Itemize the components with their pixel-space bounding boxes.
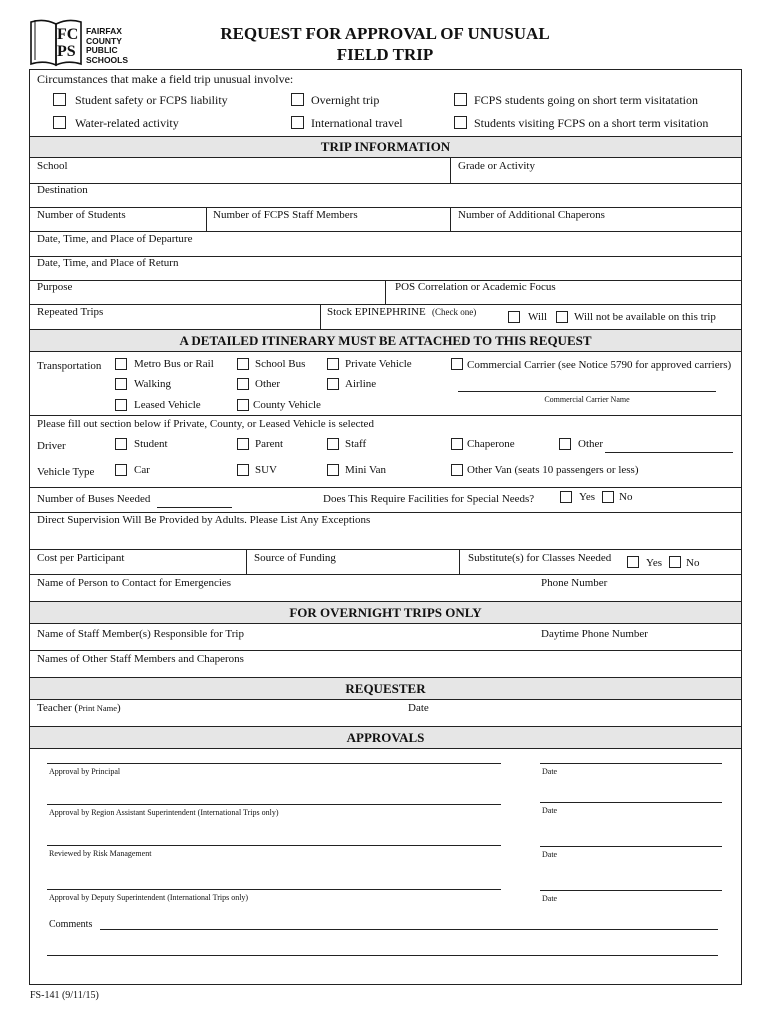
risk-date-label: Date <box>542 850 558 859</box>
commercial-carrier-name-line[interactable] <box>458 391 716 392</box>
checkbox-driver-other[interactable] <box>559 438 571 450</box>
checkbox-substitutes-no[interactable] <box>669 556 681 568</box>
risk-date-line[interactable] <box>540 846 722 847</box>
deputy-date-line[interactable] <box>540 890 722 891</box>
vehicle-car: Car <box>134 464 150 476</box>
num-buses-line[interactable] <box>157 507 232 508</box>
overnight-heading: FOR OVERNIGHT TRIPS ONLY <box>289 605 482 620</box>
deputy-approval-label: Approval by Deputy Superintendent (International Trips only) <box>49 893 249 902</box>
option-water-related: Water-related activity <box>75 116 179 130</box>
special-yes: Yes <box>579 491 596 503</box>
requester-date-field[interactable]: Date <box>408 702 429 714</box>
checkbox-county-vehicle[interactable] <box>237 399 249 411</box>
special-no: No <box>619 491 633 503</box>
mode-metro: Metro Bus or Rail <box>134 358 214 370</box>
supervision-field[interactable]: Direct Supervision Will Be Provided by Adults. Please List Any Exceptions <box>37 514 371 526</box>
teacher-label: Teacher ( <box>37 702 79 714</box>
region-date-line[interactable] <box>540 802 722 803</box>
principal-date-line[interactable] <box>540 763 722 764</box>
checkbox-vehicle-suv[interactable] <box>237 464 249 476</box>
checkbox-commercial-carrier[interactable] <box>451 358 463 370</box>
daytime-phone-field[interactable]: Daytime Phone Number <box>541 628 648 640</box>
checkbox-vehicle-minivan[interactable] <box>327 464 339 476</box>
special-needs-label: Does This Require Facilities for Special Needs? <box>323 493 535 505</box>
driver-chaperone: Chaperone <box>467 438 515 450</box>
vehicle-minivan: Mini Van <box>345 464 387 476</box>
checkbox-airline[interactable] <box>327 378 339 390</box>
trip-info-heading: TRIP INFORMATION <box>320 139 451 154</box>
checkbox-water-related[interactable] <box>53 116 66 129</box>
deputy-date-label: Date <box>542 894 558 903</box>
mode-school-bus: School Bus <box>255 358 306 370</box>
principal-approval-label: Approval by Principal <box>49 767 121 776</box>
logo-text-line: PUBLIC <box>86 45 118 55</box>
cost-field[interactable]: Cost per Participant <box>37 552 125 564</box>
transportation-label: Transportation <box>37 360 102 372</box>
checkbox-school-bus[interactable] <box>237 358 249 370</box>
epi-will-label: Will <box>528 311 548 323</box>
checkbox-walking[interactable] <box>115 378 127 390</box>
checkbox-overnight[interactable] <box>291 93 304 106</box>
grade-field[interactable]: Grade or Activity <box>458 160 535 172</box>
checkbox-metro[interactable] <box>115 358 127 370</box>
teacher-field[interactable] <box>37 702 121 714</box>
comments-label: Comments <box>49 919 93 930</box>
staff-responsible-field[interactable]: Name of Staff Member(s) Responsible for Trip <box>37 628 244 640</box>
vehicle-suv: SUV <box>255 464 278 476</box>
num-staff-field[interactable]: Number of FCPS Staff Members <box>213 209 358 221</box>
risk-signature-line[interactable] <box>47 845 501 846</box>
logo-letters-bottom: PS <box>57 43 76 60</box>
checkbox-epi-will[interactable] <box>508 311 520 323</box>
checkbox-leased-vehicle[interactable] <box>115 399 127 411</box>
print-name-note: Print Name <box>78 703 118 713</box>
checkbox-visiting-fcps[interactable] <box>454 116 467 129</box>
approvals-heading: APPROVALS <box>346 730 425 745</box>
epi-will-not-label: Will not be available on this trip <box>574 311 716 323</box>
funding-field[interactable]: Source of Funding <box>254 552 336 564</box>
fcps-logo <box>28 16 138 66</box>
driver-staff: Staff <box>345 438 367 450</box>
epinephrine-label: Stock EPINEPHRINE <box>327 306 426 318</box>
destination-field[interactable]: Destination <box>37 184 88 196</box>
vehicle-other-van: Other Van (seats 10 passengers or less) <box>467 464 639 476</box>
checkbox-driver-student[interactable] <box>115 438 127 450</box>
fill-note: Please fill out section below if Private, County, or Leased Vehicle is selected <box>37 418 374 430</box>
checkbox-short-term-going[interactable] <box>454 93 467 106</box>
repeated-trips-field[interactable]: Repeated Trips <box>37 306 104 318</box>
driver-student: Student <box>134 438 168 450</box>
itinerary-heading: A DETAILED ITINERARY MUST BE ATTACHED TO THIS REQUEST <box>179 333 592 348</box>
option-short-term-going: FCPS students going on short term visitatation <box>474 93 699 107</box>
num-students-field[interactable]: Number of Students <box>37 209 126 221</box>
purpose-field[interactable]: Purpose <box>37 281 73 293</box>
checkbox-driver-staff[interactable] <box>327 438 339 450</box>
checkbox-special-yes[interactable] <box>560 491 572 503</box>
checkbox-international[interactable] <box>291 116 304 129</box>
comments-line-1[interactable] <box>100 929 718 930</box>
checkbox-special-no[interactable] <box>602 491 614 503</box>
mode-walking: Walking <box>134 378 171 390</box>
substitutes-no: No <box>686 557 700 569</box>
substitutes-yes: Yes <box>646 557 663 569</box>
emergency-phone-field[interactable]: Phone Number <box>541 577 608 589</box>
other-staff-field[interactable]: Names of Other Staff Members and Chaperons <box>37 653 244 665</box>
pos-field[interactable]: POS Correlation or Academic Focus <box>395 281 556 293</box>
teacher-close-paren: ) <box>117 702 121 714</box>
driver-other-line[interactable] <box>605 452 733 453</box>
checkbox-student-safety[interactable] <box>53 93 66 106</box>
checkbox-vehicle-other-van[interactable] <box>451 464 463 476</box>
region-signature-line[interactable] <box>47 804 501 805</box>
form-number: FS-141 (9/11/15) <box>30 990 99 1001</box>
page-title-line1: REQUEST FOR APPROVAL OF UNUSUAL <box>220 24 550 43</box>
checkbox-vehicle-car[interactable] <box>115 464 127 476</box>
logo-text-line: FAIRFAX <box>86 26 122 36</box>
option-international: International travel <box>311 116 403 130</box>
departure-field[interactable]: Date, Time, and Place of Departure <box>37 233 193 245</box>
logo-letters-top: FC <box>57 26 79 43</box>
mode-county-vehicle: County Vehicle <box>253 399 321 411</box>
driver-other: Other <box>578 438 604 450</box>
checkbox-driver-chaperone[interactable] <box>451 438 463 450</box>
checkbox-epi-will-not[interactable] <box>556 311 568 323</box>
school-field[interactable]: School <box>37 160 68 172</box>
checkbox-substitutes-yes[interactable] <box>627 556 639 568</box>
mode-private-vehicle: Private Vehicle <box>345 358 412 370</box>
logo-text-line: SCHOOLS <box>86 54 129 65</box>
risk-review-label: Reviewed by Risk Management <box>49 849 152 858</box>
region-date-label: Date <box>542 806 558 815</box>
principal-date-label: Date <box>542 767 558 776</box>
region-approval-label: Approval by Region Assistant Superintendent (International Trips only) <box>49 808 279 817</box>
num-buses-label: Number of Buses Needed <box>37 493 151 505</box>
circumstances-intro: Circumstances that make a field trip unusual involve: <box>37 72 294 86</box>
option-overnight: Overnight trip <box>311 93 380 107</box>
epinephrine-note: (Check one) <box>432 307 477 317</box>
vehicle-type-label: Vehicle Type <box>37 466 95 478</box>
option-visiting-fcps: Students visiting FCPS on a short term visitation <box>474 116 709 130</box>
emergency-contact-field[interactable]: Name of Person to Contact for Emergencies <box>37 577 232 589</box>
option-student-safety: Student safety or FCPS liability <box>75 93 228 107</box>
mode-commercial-carrier: Commercial Carrier (see Notice 5790 for approved carriers) <box>467 359 732 371</box>
commercial-carrier-name-label: Commercial Carrier Name <box>544 395 630 404</box>
principal-signature-line[interactable] <box>47 763 501 764</box>
comments-line-2[interactable] <box>47 955 718 956</box>
checkbox-other-transport[interactable] <box>237 378 249 390</box>
return-field[interactable]: Date, Time, and Place of Return <box>37 257 179 269</box>
logo-text-line: COUNTY <box>86 35 122 46</box>
mode-other: Other <box>255 378 281 390</box>
page-title-line2: FIELD TRIP <box>336 45 434 64</box>
substitutes-label: Substitute(s) for Classes Needed <box>468 552 612 564</box>
deputy-signature-line[interactable] <box>47 889 501 890</box>
checkbox-driver-parent[interactable] <box>237 438 249 450</box>
driver-parent: Parent <box>255 438 284 450</box>
mode-airline: Airline <box>345 378 377 390</box>
driver-label: Driver <box>37 440 66 452</box>
mode-leased-vehicle: Leased Vehicle <box>134 399 201 411</box>
num-chaperons-field[interactable]: Number of Additional Chaperons <box>458 209 605 221</box>
checkbox-private-vehicle[interactable] <box>327 358 339 370</box>
requester-heading: REQUESTER <box>345 681 426 696</box>
